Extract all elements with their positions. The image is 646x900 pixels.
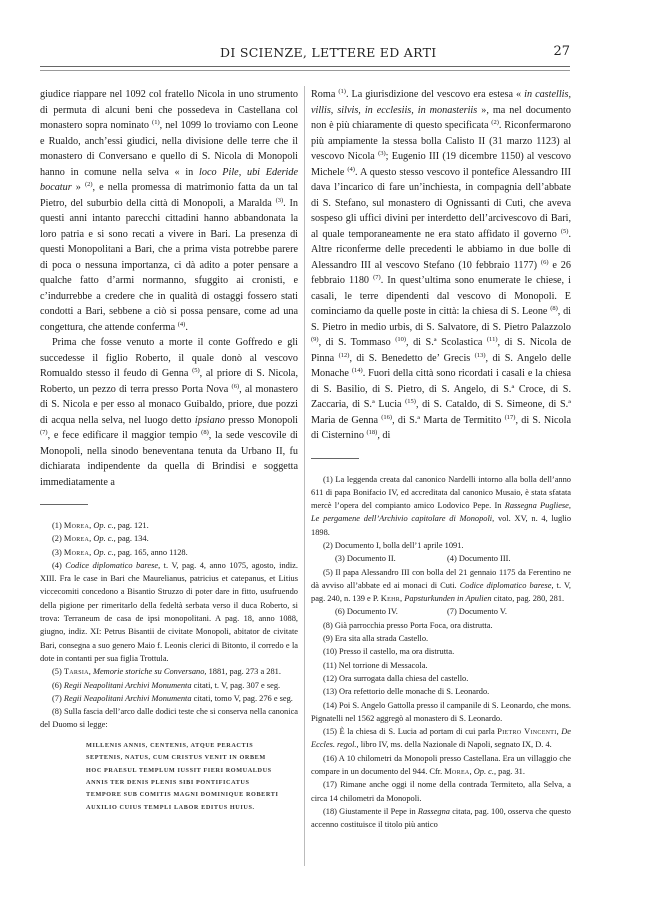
author-name: Kehr — [380, 594, 401, 604]
footnote-ref[interactable]: (2) — [491, 119, 499, 126]
italic-text: Op. c. — [93, 534, 114, 544]
footnote: (10) Presso il castello, ma ora distrutta. — [323, 647, 455, 657]
right-column — [311, 87, 571, 832]
italic-text: De Eccles. regol. — [311, 727, 572, 750]
left-body-text — [40, 87, 298, 490]
footnote-ref[interactable]: (12) — [338, 351, 350, 359]
footnote-pair — [311, 605, 571, 618]
footnote-ref[interactable]: (4) — [347, 165, 355, 173]
footnote: (8) Già parrocchia presso Porta Foca, ora distrutta. — [323, 620, 493, 630]
footnote-ref[interactable]: (4) — [177, 320, 186, 328]
footnote: (5) Tarsia, Memorie storiche su Conversano, 1881, pag. 273 a 281. — [52, 667, 281, 677]
footnote-ref[interactable]: (8) — [550, 305, 558, 312]
italic-text: Papsturkunden in Apulien — [404, 594, 492, 604]
footnote-ref[interactable]: (17) — [504, 413, 516, 421]
author-name: Morea — [444, 767, 470, 777]
footnote-ref[interactable]: (1) — [152, 119, 160, 126]
footnote-ref[interactable]: (3) — [378, 150, 386, 157]
footnote: (3) Documento II. — [335, 554, 396, 564]
body-paragraph: Roma $^{(1)}$. La giurisdizione del vescovo era estesa « in castellis, villis, silvis, in ecclesiis, in monasteriis », ma nel documento non è più chiaramente di questo specificata $^{(2)}$. Riconfermarono più ampiamente la stessa bolla Calisto II (31 marzo 1123) al vescovo Nicola $^{(3)}$; Eugenio III (19 dicembre 1150) al vescovo Michele $^{(4)}$. A questo stesso vescovo il pontefice Alessandro III dava l’incarico di fare un’inchiesta, in compagnia dell’abbate di S. Stefano, sul monastero di Ognissanti di Cuti, che aveva sospeso gli uffici divini per interdetto dell’arcivescovo di Bari, al quale temporaneamente ne era stato affidato il governo $^{(5)}$. Altre riconferme delle precedenti le abbiamo in due bolle di Alessandro III al vescovo Stefano (10 febbraio 1177) $^{(6)}$ e 26 febbraio 1180 $^{(7)}$. In quest’ultima sono enumerate le chiese, i casali, le terre dipendenti dal vescovo di Monopoli. E cominciamo da quelle poste in città: la chiesa di S. Leone $^{(8)}$, di S. Pietro in medio urbis, di S. Salvatore, di S. Pietro Palazzolo $^{(9)}$, di S. Tommaso $^{(10)}$, di S.ª Scolastica $^{(11)}$, di S. Nicola de Pinna $^{(12)}$, di S. Benedetto de’ Grecis $^{(13)}$, di S. Angelo delle Monache $^{(14)}$. Fuori della città sono ricordati i casali e la chiesa di S. Basilio, di S. Pietro, di S. Angelo, di S.ª Croce, di S. Zaccaria, di S.ª Lucia $^{(15)}$, di S. Cataldo, di S. Simeone, di S.ª Maria de Genna $^{(16)}$, di S.ª Marta de Termitito $^{(17)}$, di S. Nicola di Cisternino $^{(18)}$, di — [311, 88, 572, 441]
inscription-line: SEPTENIS, NATUS, CUM CRISTUS VENIT IN ORBEM — [86, 754, 266, 762]
footnote-pair — [311, 552, 571, 565]
footnote: (9) Era sita alla strada Castello. — [323, 634, 429, 644]
footnote-ref[interactable]: (16) — [381, 413, 393, 421]
footnote: (13) Ora refettorio delle monache di S. Leonardo. — [323, 687, 490, 697]
footnote: (1) La leggenda creata dal canonico Nardelli intorno alla bolla dell’anno 611 di papa Bonifacio IV, ed accreditata dal canonico Musaio, è stata sfatata mercè l’opera del compianto amico Lodovico Pepe. In Rassegna Pugliese, Le pergamene dell’Archivio capitolare di Monopoli, vol. XV, n. 4, luglio 1898. — [311, 474, 572, 537]
footnote-ref[interactable]: (6) — [540, 258, 549, 266]
italic-text: Op. c. — [473, 767, 494, 777]
author-name: Pietro Vincenti — [497, 727, 557, 737]
inscription-line: ANNIS TER DENIS PLENIS SIBI PONTIFICATUS — [86, 778, 250, 786]
italic-text: loco Pile, ubi Ederide bocatur — [40, 166, 298, 193]
running-header-title: DI SCIENZE, LETTERE ED ARTI — [220, 45, 437, 60]
footnote-ref[interactable]: (13) — [474, 351, 486, 359]
author-name: Tarsia — [63, 667, 89, 677]
footnote: (5) Il papa Alessandro III con bolla del 21 gennaio 1175 da Ferentino ne dà avviso all’abbate ed ai monaci di Cuti. Codice diplomatico barese, t. V, pag. 240, n. 139 e P. Kehr, Papsturkunden in Apulien citato, pag. 280, 281. — [311, 567, 572, 604]
footnote-rule — [40, 504, 88, 505]
italic-text: Codice diplomatico barese — [459, 580, 552, 590]
page-number: 27 — [553, 44, 570, 59]
footnote-ref[interactable]: (7) — [373, 274, 381, 281]
author-name: Morea — [63, 534, 90, 544]
inscription-line: MILLENIS ANNIS, CENTENIS, ATQUE PERACTIS — [86, 741, 254, 749]
body-paragraph: giudice riappare nel 1092 col fratello Nicola in uno strumento di permuta di alcuni beni che possedeva in Castellana col monastero sopra nominato $^{(1)}$, nel 1099 lo troviamo con Leone e Rualdo, anch’essi giudici, nella divisione delle terre che il monastero di Conversano e quello di S. Nicola di Monopoli hanno in comune nella selva « in loco Pile, ubi Ederide bocatur » $^{(2)}$, e nella promessa di matrimonio fatta da un tal Pietro, del suburbio della città di Monopoli, a Maralda $^{(3)}$. In questi anni intanto parecchi cittadini hanno abbandonata la loro patria e si sono recati a vivere in Bari. La presenza di questi Monopolitani a Bari, che a prima vista potrebbe parere di poca o nessuna importanza, ci dà adito a poter pensare a qualche fatto d’armi normanno, sfuggito ai cronisti, e c’indurrebbe a credere che in qualità di ostaggi fossero stati condotti a Bari, sebbene a ciò si possa pensare, come ad una congettura, che attende conferma $^{(4)}$. — [40, 89, 299, 333]
footnote-ref[interactable]: (2) — [84, 181, 93, 188]
author-name: Morea — [63, 547, 90, 557]
footnote-rule — [311, 458, 359, 459]
italic-text: ipsiano — [194, 414, 225, 426]
footnote: (2) Morea, Op. c., pag. 134. — [52, 534, 149, 544]
italic-text: Regii Neapolitani Archivi Monumenta — [63, 680, 192, 690]
footnote-ref[interactable]: (8) — [201, 429, 209, 436]
footnote-ref[interactable]: (3) — [275, 196, 284, 204]
footnote: (3) Morea, Op. c., pag. 165, anno 1128. — [52, 547, 188, 557]
footnote-ref[interactable]: (18) — [366, 429, 378, 436]
footnote: (7) Regii Neapolitani Archivi Monumenta citati, tomo V, pag. 276 e seg. — [52, 693, 293, 703]
italic-text: in castellis, villis, silvis, in ecclesiis, in monasteriis — [311, 89, 572, 116]
footnote: (12) Ora surrogata dalla chiesa del castello. — [323, 673, 469, 683]
footnote: (8) Sulla fascia dell’arco dalle dodici teste che si conserva nella canonica del Duomo si legge: — [40, 707, 298, 730]
footnote: (14) Poi S. Angelo Gattolla presso il campanile di S. Leonardo, che mons. Pignatelli nel 1562 aggregò al monastero di S. Leonardo. — [311, 700, 571, 723]
footnote-ref[interactable]: (6) — [231, 382, 240, 390]
italic-text: Rassegna Pugliese — [504, 501, 569, 511]
inscription-line: TEMPORE SUB COMITIS MAGNI DOMINIQUE ROBERTI — [86, 791, 279, 799]
footnote-ref[interactable]: (11) — [486, 336, 498, 343]
footnote-ref[interactable]: (5) — [560, 227, 569, 235]
italic-text: Memorie storiche su Conversano — [92, 667, 205, 677]
column-separator — [304, 86, 305, 866]
inscription-line: HOC PRAESUL TEMPLUM IUSSIT FIERI ROMUALDUS — [86, 766, 272, 774]
footnote-ref[interactable]: (7) — [40, 429, 48, 436]
italic-text: Regii Neapolitani Archivi Monumenta — [63, 693, 192, 703]
footnote: (16) A 10 chilometri da Monopoli presso Castellana. Era un villaggio che compare in un documento del 944. Cfr. Morea, Op. c., pag. 31. — [311, 753, 571, 777]
footnote: (6) Documento IV. — [335, 607, 398, 617]
header-rule — [40, 66, 570, 71]
footnote: (7) Documento V. — [447, 607, 507, 617]
inscription-line: AUXILIO CUIUS TEMPLI LABOR EDITUS HUIUS. — [86, 803, 255, 811]
italic-text: Op. c. — [93, 547, 114, 557]
footnote-ref[interactable]: (15) — [405, 398, 416, 405]
footnote-ref[interactable]: (1) — [338, 88, 346, 95]
left-footnotes — [40, 519, 298, 732]
left-column — [40, 87, 298, 814]
italic-text: Op. c. — [93, 521, 114, 530]
footnote: (4) Codice diplomatico barese, t. V, pag. 4, anno 1075, agosto, indiz. XIII. Fra le case in Bari che Maurelianus, patricius et catepanus, et Litius viccecomiti concedono a Bisantio Struzzo di poter dare in fitto, usufruendo della pigione per rimeritarlo della fedeltà serbata verso il duca Roberto, si trova: Terraneum de casa de ipsi monopolitani. A pag. 18, anno 1088, giugno, indiz. XI: Petrus Bisantii de civitate Monopoli, abitator de civitate Bari, consegna a suo genero Maio f. Leonis clerici di Bitonto, il corredo e la dote in contanti per sua figlia Trottula. — [40, 560, 298, 663]
footnote: (18) Giustamente il Pepe in Rassegna citata, pag. 100, osserva che questo accenno costituisce il titolo più antico — [311, 806, 571, 830]
author-name: Morea — [63, 521, 90, 530]
footnote-ref[interactable]: (14) — [351, 367, 363, 374]
body-paragraph: Prima che fosse venuto a morte il conte Goffredo e gli succedesse il figlio Roberto, il quale donò al vescovo Romualdo stesso il feudo di Genna $^{(5)}$, al priore di S. Nicola, Roberto, un pezzo di terra presso Porta Nova $^{(6)}$, al monastero di S. Nicola e per esso al monaco Guibaldo, priore, due pozzi di acqua nella selva, nel luogo detto ipsiano presso Monopoli $^{(7)}$, e fece edificare il maggior tempio $^{(8)}$, la sede vescovile di Monopoli, nella sinodo beneventana tenuta da Urbano II, fu dichiarata indipendente da quella di Brindisi e soggetta immediatamente a — [40, 337, 299, 488]
footnote-ref[interactable]: (9) — [311, 336, 319, 343]
italic-text: Codice diplomatico barese — [65, 560, 159, 570]
right-footnotes — [311, 473, 571, 832]
italic-text: Le pergamene dell’Archivio capitolare di Monopoli — [311, 514, 493, 524]
footnote-ref[interactable]: (5) — [192, 367, 200, 374]
latin-inscription — [86, 740, 298, 814]
running-header — [40, 40, 570, 70]
footnote: (4) Documento III. — [447, 554, 511, 564]
footnote: (11) Nel torrione di Messacola. — [323, 660, 428, 670]
footnote: (15) È la chiesa di S. Lucia ad portam di cui parla Pietro Vincenti, De Eccles. regol., libro IV, ms. della Nazionale di Napoli, segnato IX, D. 4. — [311, 727, 572, 750]
italic-text: Rassegna — [417, 806, 450, 816]
footnote: (17) Rimane anche oggi il nome della contrada Termiteto, alla Selva, a circa 14 chilometri da Monopoli. — [311, 780, 571, 803]
footnote-ref[interactable]: (10) — [395, 336, 407, 343]
right-body-text — [311, 87, 571, 444]
footnote: (2) Documento I, bolla dell’1 aprile 1091. — [323, 540, 464, 550]
footnote: (1) Morea, Op. c., pag. 121. — [52, 521, 149, 530]
footnote: (6) Regii Neapolitani Archivi Monumenta citati, t. V, pag. 307 e seg. — [52, 680, 281, 690]
